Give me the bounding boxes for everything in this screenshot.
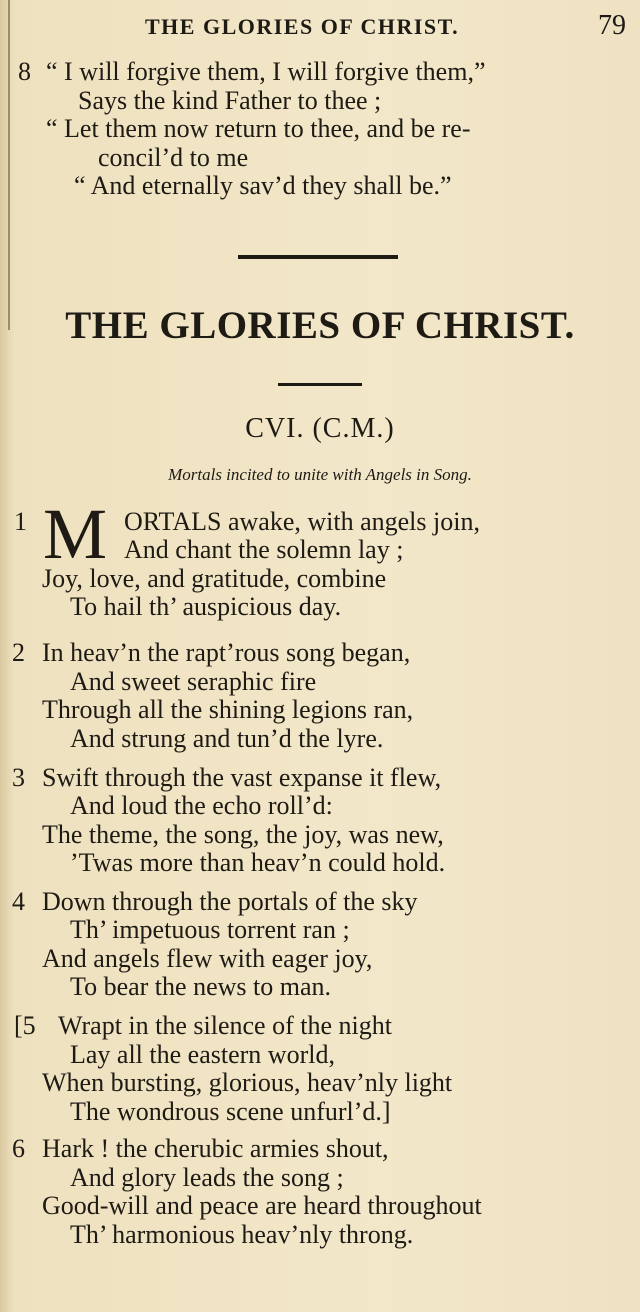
verse-line: The wondrous scene unfurl’d.] xyxy=(70,1097,391,1126)
verse-number: 8 xyxy=(18,57,31,86)
verse-line: “ I will forgive them, I will forgive them,” xyxy=(46,57,486,86)
title-rule xyxy=(278,383,362,386)
verse-line: Through all the shining legions ran, xyxy=(42,695,414,724)
running-head: THE GLORIES OF CHRIST. xyxy=(145,14,460,39)
verse-line: In heav’n the rapt’rous song began, xyxy=(42,638,411,667)
page-number: 79 xyxy=(598,10,626,41)
verse-line: ORTALS awake, with angels join, xyxy=(124,507,480,536)
verse-number: 4 xyxy=(12,887,25,916)
verse-line: When bursting, glorious, heav’nly light xyxy=(42,1068,453,1097)
verse-line: Lay all the eastern world, xyxy=(70,1040,335,1069)
verse-line: And angels flew with eager joy, xyxy=(42,944,373,973)
verse-line: The theme, the song, the joy, was new, xyxy=(42,820,444,849)
verse-number: 6 xyxy=(12,1134,25,1163)
hymn-number: CVI. (C.M.) xyxy=(245,413,395,444)
verse-line: And glory leads the song ; xyxy=(70,1163,344,1192)
verse-line: ’Twas more than heav’n could hold. xyxy=(70,848,446,877)
verse-number: 2 xyxy=(12,638,25,667)
page-margin-line xyxy=(8,0,10,330)
verse-line: Down through the portals of the sky xyxy=(42,887,418,916)
verse-line: Good-will and peace are heard throughout xyxy=(42,1191,482,1220)
verse-line: To hail th’ auspicious day. xyxy=(70,592,342,621)
verse-line: Joy, love, and gratitude, combine xyxy=(42,564,387,593)
verse-line: Th’ impetuous torrent ran ; xyxy=(70,915,350,944)
verse-number: 3 xyxy=(12,763,25,792)
verse-line: Wrapt in the silence of the night xyxy=(58,1011,392,1040)
section-title: THE GLORIES OF CHRIST. xyxy=(65,304,575,347)
verse-line: Says the kind Father to thee ; xyxy=(78,86,382,115)
verse-line: “ Let them now return to thee, and be re- xyxy=(46,114,471,143)
page-header xyxy=(0,10,640,44)
verse-line: And chant the solemn lay ; xyxy=(124,535,404,564)
verse-line: concil’d to me xyxy=(98,143,249,172)
verse-line: Th’ harmonious heav’nly throng. xyxy=(70,1220,414,1249)
verse-number: [5 xyxy=(14,1011,36,1040)
verse-number: 1 xyxy=(14,507,27,536)
verse-line: And sweet seraphic fire xyxy=(70,667,317,696)
hymn-subtitle: Mortals incited to unite with Angels in Song. xyxy=(168,465,472,484)
verse-line: Hark ! the cherubic armies shout, xyxy=(42,1134,389,1163)
section-divider xyxy=(238,255,398,259)
drop-cap: M xyxy=(43,494,108,574)
verse-line: “ And eternally sav’d they shall be.” xyxy=(74,171,452,200)
verse-line: To bear the news to man. xyxy=(70,972,331,1001)
verse-line: And loud the echo roll’d: xyxy=(70,791,333,820)
verse-line: And strung and tun’d the lyre. xyxy=(70,724,384,753)
verse-line: Swift through the vast expanse it flew, xyxy=(42,763,442,792)
